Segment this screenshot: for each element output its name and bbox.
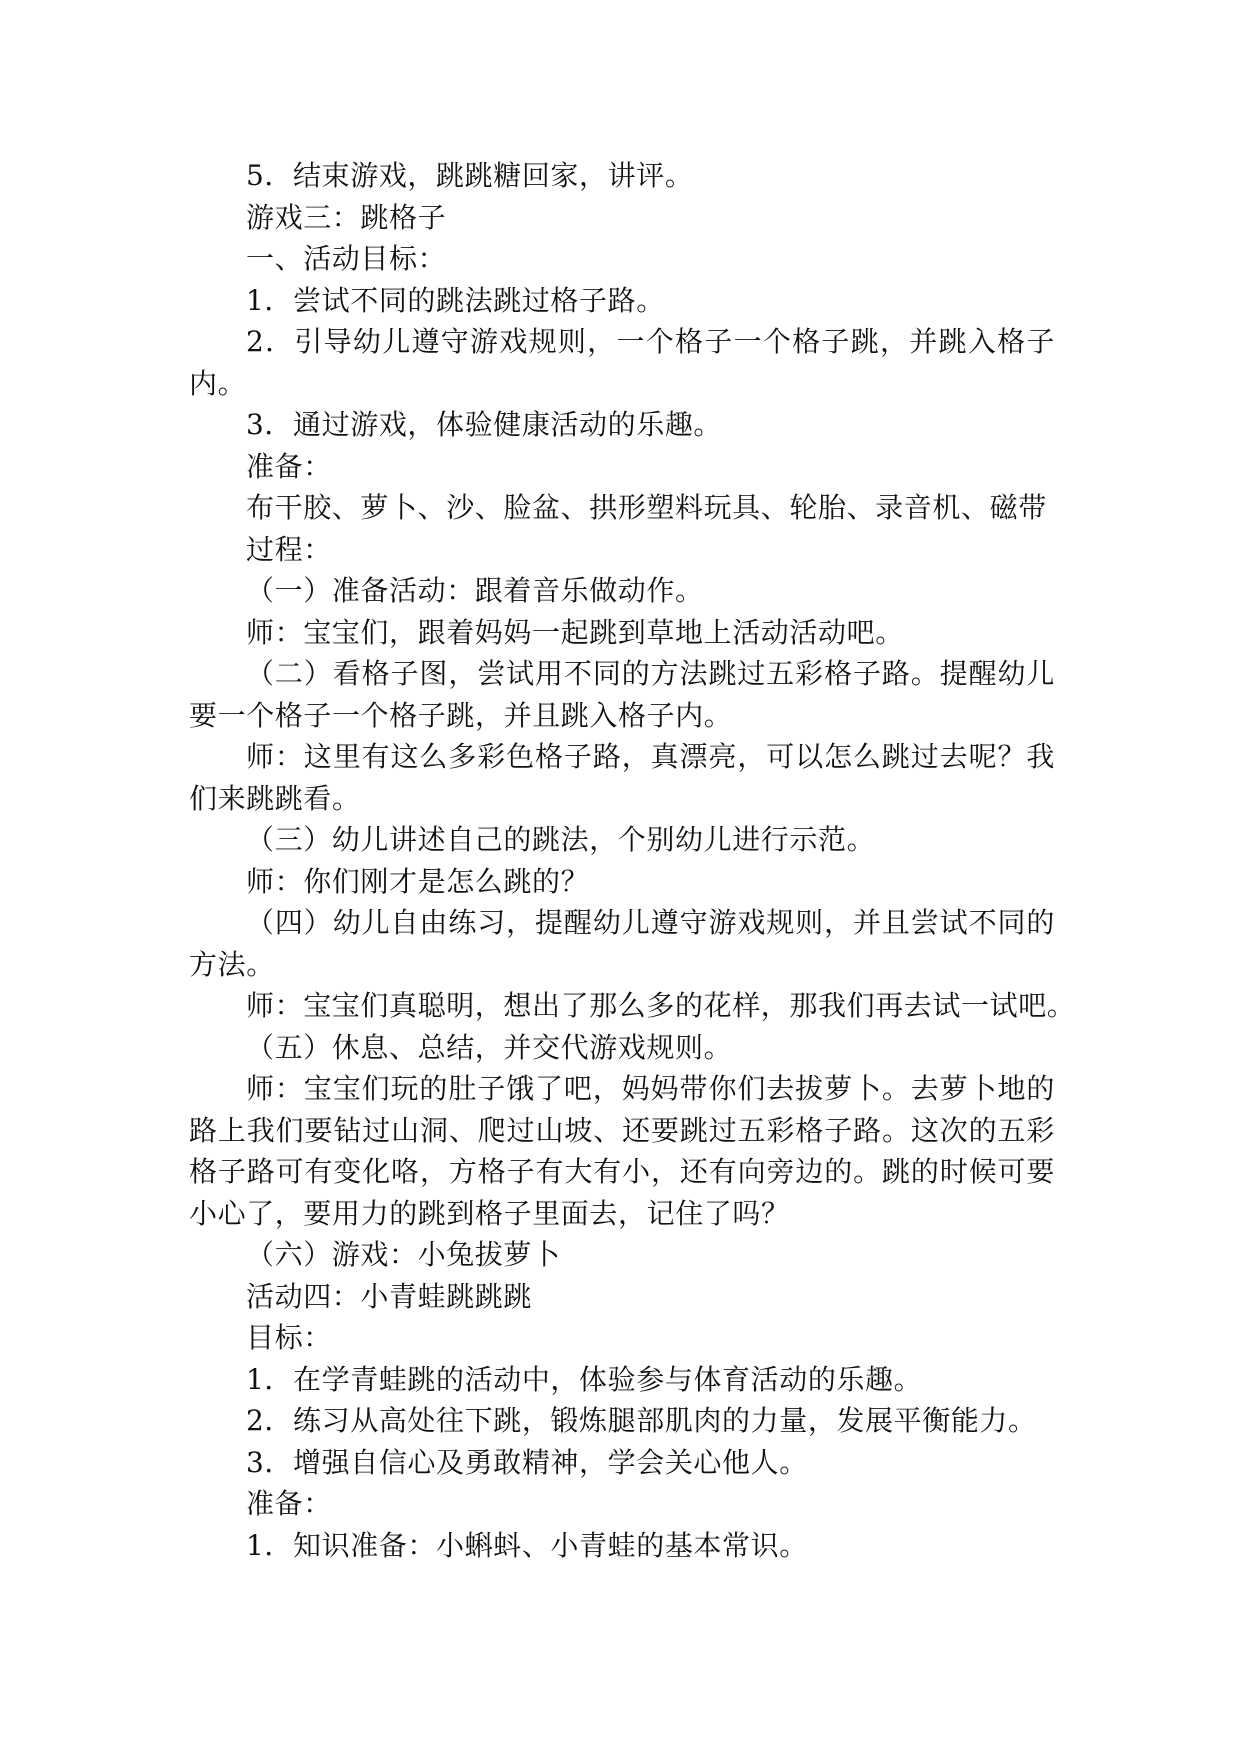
subheading: 目标： (246, 1321, 332, 1354)
list-item: 1．尝试不同的跳法跳过格子路。 (246, 283, 665, 317)
list-item: 2．引导幼儿遵守游戏规则，一个格子一个格子跳，并跳入格子内。 (189, 325, 1055, 400)
paragraph: 师：你们刚才是怎么跳的？ (246, 864, 590, 898)
list-item: 1．在学青蛙跳的活动中，体验参与体育活动的乐趣。 (246, 1362, 923, 1396)
paragraph: （六）游戏：小兔拔萝卜 (246, 1238, 561, 1271)
paragraph: 师：这里有这么多彩色格子路，真漂亮，可以怎么跳过去呢？我们来跳跳看。 (189, 740, 1055, 815)
subheading: 准备： (246, 449, 332, 483)
list-item: 2．练习从高处往下跳，锻炼腿部肌肉的力量，发展平衡能力。 (246, 1404, 1037, 1437)
paragraph: （二）看格子图，尝试用不同的方法跳过五彩格子路。提醒幼儿要一个格子一个格子跳，并且跳入格子内。 (189, 657, 1055, 732)
list-item: 3．增强自信心及勇敢精神，学会关心他人。 (246, 1445, 808, 1479)
subheading: 过程： (246, 532, 332, 566)
paragraph: 5．结束游戏，跳跳糖回家，讲评。 (246, 159, 694, 192)
list-item: 3．通过游戏，体验健康活动的乐趣。 (246, 408, 723, 441)
paragraph: 师：宝宝们，跟着妈妈一起跳到草地上活动活动吧。 (246, 615, 904, 649)
paragraph: 布干胶、萝卜、沙、脸盆、拱形塑料玩具、轮胎、录音机、磁带 (246, 491, 1047, 524)
subheading: 准备： (246, 1487, 332, 1520)
paragraph: （三）幼儿讲述自己的跳法，个别幼儿进行示范。 (246, 823, 876, 856)
section-heading: 活动四：小青蛙跳跳跳 (246, 1279, 533, 1313)
section-heading: 游戏三：跳格子 (246, 200, 447, 234)
paragraph: （四）幼儿自由练习，提醒幼儿遵守游戏规则，并且尝试不同的方法。 (189, 906, 1055, 981)
paragraph: 师：宝宝们玩的肚子饿了吧，妈妈带你们去拔萝卜。去萝卜地的路上我们要钻过山洞、爬过山坡、还要跳过五彩格子路。这次的五彩格子路可有变化咯，方格子有大有小，还有向旁边的。跳的时候可要小心了，要用力的跳到格子里面去，记住了吗？ (189, 1072, 1055, 1230)
paragraph: （一）准备活动：跟着音乐做动作。 (246, 574, 704, 607)
subheading: 一、活动目标： (246, 242, 447, 275)
paragraph: 师：宝宝们真聪明，想出了那么多的花样，那我们再去试一试吧。 (246, 989, 1076, 1022)
document-page (189, 155, 1076, 1566)
paragraph: （五）休息、总结，并交代游戏规则。 (246, 1030, 733, 1064)
list-item: 1．知识准备：小蝌蚪、小青蛙的基本常识。 (246, 1528, 808, 1562)
